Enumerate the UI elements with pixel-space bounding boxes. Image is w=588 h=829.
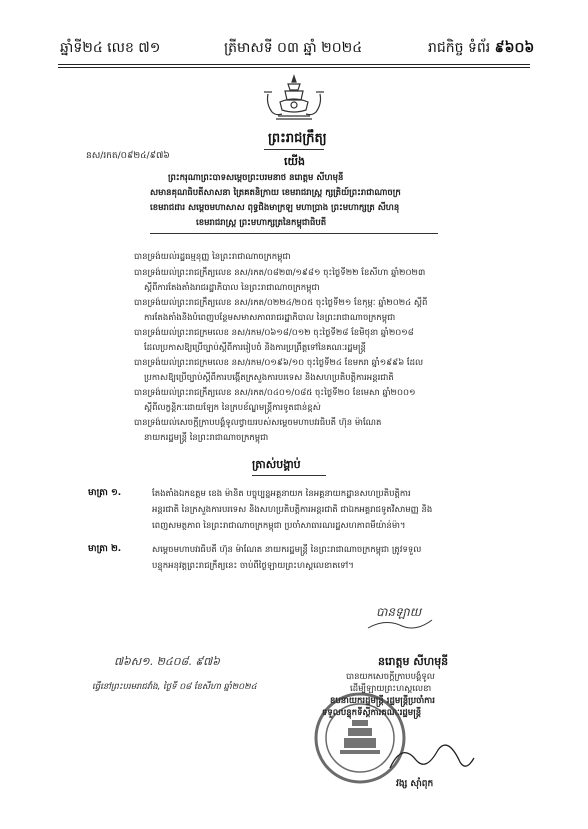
consideration-line: ការតែងតាំងនិងបំពេញបន្ថែមសមាសភាពរាជរដ្ឋាភិបាល នៃព្រះរាជាណាចក្រកម្ពុជា bbox=[144, 313, 396, 323]
countersign-line: ទទួលបន្ទុកទីស្តីការគណៈរដ្ឋមន្ត្រី bbox=[322, 708, 422, 718]
gazette-page-number: ៩៦០៦ bbox=[494, 40, 535, 56]
royal-emblem-icon bbox=[258, 74, 330, 126]
countersign-line: ឧបនាយករដ្ឋមន្ត្រី រដ្ឋមន្ត្រីប្រចាំការ bbox=[330, 696, 435, 706]
consideration-line: បានទ្រង់យល់សេចក្តីក្រាបបង្គំទូលថ្វាយរបស់សម្តេចមហាបវរធិបតី ហ៊ុន ម៉ាណែត bbox=[134, 418, 382, 428]
article-1-line: ពេញសមត្ថភាព នៃព្រះរាជាណាចក្រកម្ពុជា ប្រចាំសាធារណរដ្ឋសហភាពមីយ៉ាន់ម៉ា។ bbox=[152, 521, 406, 531]
article-1-label: មាត្រា ១. bbox=[88, 488, 122, 498]
signatory-name: នរោត្តម សីហមុនី bbox=[378, 655, 449, 668]
article-2-line: សម្តេចមហាបវរធិបតី ហ៊ុន ម៉ាណែត នាយករដ្ឋមន្ត្រី នៃព្រះរាជាណាចក្រកម្ពុជា ត្រូវទទួល bbox=[152, 545, 422, 555]
decree-subtitle: យើង bbox=[284, 155, 305, 168]
consideration-line: ស្តីពីការតែងតាំងរាជរដ្ឋាភិបាល នៃព្រះរាជាណាចក្រកម្ពុជា bbox=[144, 283, 320, 293]
document-reference: នស/រកត/០៩២៤/៩៧៦ bbox=[86, 151, 170, 161]
place-date: ធ្វើនៅព្រះបរមរាជវាំង, ថ្ងៃទី ០៨ ខែសីហា ឆ្នាំ២០២៤ bbox=[92, 682, 257, 692]
decree-heading-underline bbox=[252, 475, 326, 476]
authority-line-3: ខេមរាជដារ សម្តេចមហាសាស ពុទ្ធជិងមាក្រឡ មហាប្រាង ព្រះមហាក្សត្រ សីហនុ bbox=[150, 203, 400, 213]
title-underline bbox=[264, 149, 324, 150]
authority-line-4: ខេមរាជរាស្ត្រ ព្រះមហាក្សត្រនៃកម្ពុជាធិបតី bbox=[196, 218, 327, 228]
consideration-line: ដែលប្រកាសឱ្យប្រើច្បាប់ស្តីពីការរៀបចំ និងការប្រព្រឹត្តទៅនៃគណៈរដ្ឋមន្ត្រី bbox=[144, 343, 366, 353]
header-rule-thin bbox=[58, 67, 530, 68]
handwritten-reference: ៧៦ស១. ២៤០៨. ៩៧៦ bbox=[114, 655, 220, 668]
consideration-line: បានទ្រង់យល់ព្រះរាជក្រឹត្យលេខ នស/រកត/០៤០១/០៨៥ ចុះថ្ងៃទី២០ ខែមេសា ឆ្នាំ២០០១ bbox=[134, 388, 416, 398]
article-1-line: អន្តរជាតិ នៃក្រសួងការបរទេស និងសហប្រតិបត្តិការអន្តរជាតិ ជាឯកអគ្គរាជទូតវិសាមញ្ញ និង bbox=[152, 505, 433, 515]
authority-line-2: សមានគុណធិបតីសាសនា ត្រៃគតនិក្រាយ ខេមរាជរាស្ត្រ ក្សត្រិយ៍ព្រះរាជាណាចក្រ bbox=[150, 188, 401, 198]
consideration-line: បានទ្រង់យល់ព្រះរាជក្រឹត្យលេខ នស/រកត/០២២៤/២០៥ ចុះថ្ងៃទី២១ ខែកុម្ភៈ ឆ្នាំ២០២៤ ស្តីពី bbox=[134, 298, 428, 308]
gazette-quarter: ត្រីមាសទី ០៣ ឆ្នាំ ២០២៤ bbox=[224, 40, 363, 56]
header-rule bbox=[58, 64, 530, 65]
consideration-line: ប្រកាសឱ្យប្រើច្បាប់ស្តីពីការបង្កើតក្រសួងការបរទេស និងសហប្រតិបត្តិការអន្តរជាតិ bbox=[144, 373, 394, 383]
decree-title: ព្រះរាជក្រឹត្យ bbox=[268, 131, 327, 146]
authority-line-1: ព្រះករុណាព្រះបាទសម្តេចព្រះបរមនាថ នរោត្តម សីហមុនី bbox=[168, 173, 344, 183]
consideration-line: នាយករដ្ឋមន្ត្រី នៃព្រះរាជាណាចក្រកម្ពុជា bbox=[144, 433, 269, 443]
article-2-label: មាត្រា ២. bbox=[88, 544, 122, 554]
handwritten-note: បានឡាយ bbox=[376, 605, 422, 619]
article-2-line: បន្ទុកអនុវត្តព្រះរាជក្រឹត្យនេះ ចាប់ពីថ្ងៃឡាយព្រះហស្តលេខាតទៅ។ bbox=[152, 561, 354, 571]
countersign-signature bbox=[386, 738, 476, 782]
countersign-line: បានយកសេចក្តីក្រាបបង្គំទូល bbox=[346, 672, 435, 682]
gazette-page-label: រាជកិច្ច ទំព័រ bbox=[428, 40, 491, 56]
consideration-line: បានទ្រង់យល់ព្រះរាជក្រមលេខ នស/រកម/០៦១៨/០១២ ចុះថ្ងៃទី២៨ ខែមិថុនា ឆ្នាំ២០១៨ bbox=[134, 328, 414, 338]
countersign-name: វង្ស ស៊ាំពុក bbox=[396, 779, 434, 789]
consideration-line: ស្តីពីលក្ខន្តិកៈដោយឡែក នៃក្របខ័ណ្ឌមន្ត្រីការទូតជាន់ខ្ពស់ bbox=[144, 403, 321, 413]
gazette-page bbox=[428, 38, 534, 59]
decree-heading: ត្រាស់បង្គាប់ bbox=[252, 458, 301, 471]
handwritten-flourish bbox=[366, 612, 436, 638]
authority-underline bbox=[150, 233, 438, 234]
gazette-issue: ឆ្នាំទី២៤ លេខ ៧១ bbox=[60, 40, 161, 56]
article-1-line: តែងតាំងឯកឧត្តម ខេង ម៉ានិត បច្ចុប្បន្នអគ្គនាយក នៃអគ្គនាយកដ្ឋានសហប្រតិបត្តិការ bbox=[152, 489, 411, 499]
consideration-line: បានទ្រង់យល់ព្រះរាជក្រឹត្យលេខ នស/រកត/០៨២៣/១៩៨១ ចុះថ្ងៃទី២២ ខែសីហា ឆ្នាំ២០២៣ bbox=[134, 268, 426, 278]
consideration-line: បានទ្រង់យល់រដ្ឋធម្មនុញ្ញ នៃព្រះរាជាណាចក្រកម្ពុជា bbox=[134, 252, 291, 262]
countersign-line: ដើម្បីឡាយព្រះហស្តលេខា bbox=[350, 684, 432, 694]
consideration-line: បានទ្រង់យល់ព្រះរាជក្រមលេខ នស/រកម/០១៩៦/១០ ចុះថ្ងៃទី២៤ ខែមករា ឆ្នាំ១៩៩៦ ដែល bbox=[134, 358, 424, 368]
